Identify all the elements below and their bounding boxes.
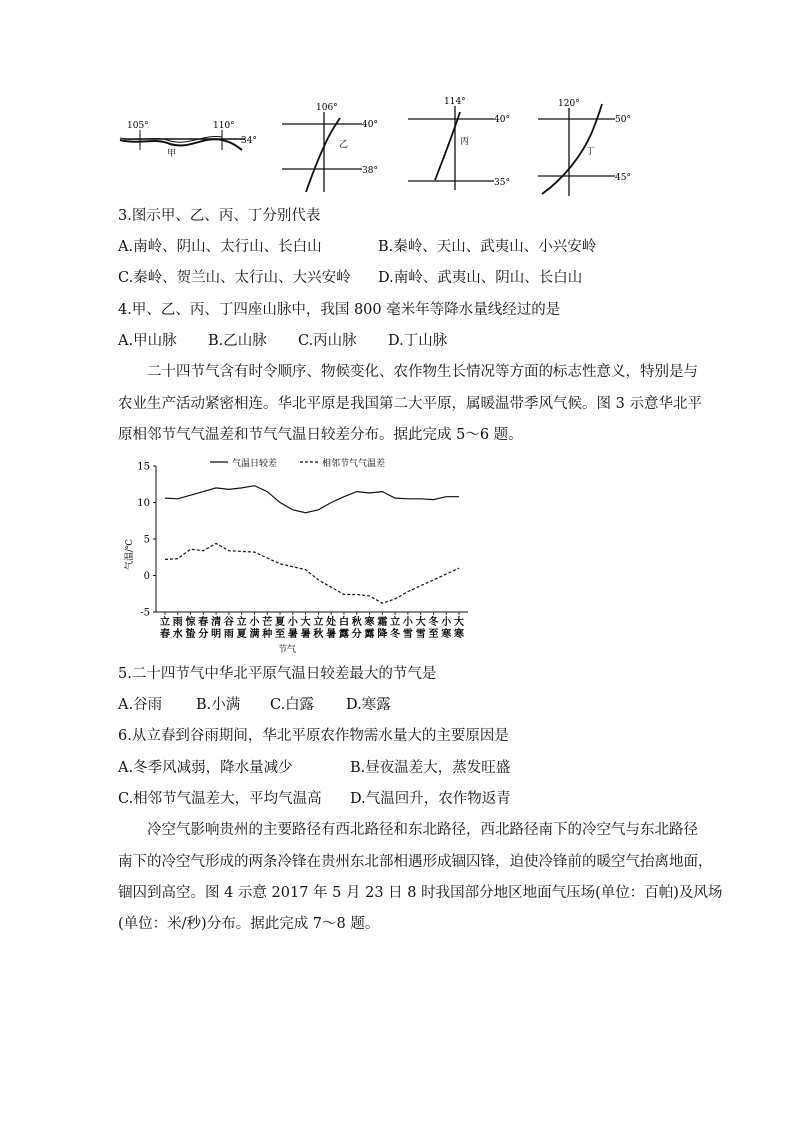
x-tick-label: 降 <box>377 629 388 640</box>
chart-legend <box>210 457 385 469</box>
chart-ylabel: 气温/℃ <box>125 538 135 570</box>
passage1-line2: 农业生产活动紧密相连。华北平原是我国第二大平原，属暖温带季风气候。图 3 示意华北平 <box>118 396 702 412</box>
x-tick-label: 清 <box>211 617 222 628</box>
y-tick-label: 10 <box>137 498 150 509</box>
x-tick-label: 夏 <box>236 629 247 640</box>
q3-option-a: A.南岭、阴山、太行山、长白山 <box>118 239 322 255</box>
x-tick-label: 小 <box>249 617 260 628</box>
map-jia-lat: 34° <box>241 136 257 146</box>
passage1-line3: 原相邻节气气温差和节气气温日较差分布。据此完成 5～6 题。 <box>118 427 523 443</box>
x-tick-label: 秋 <box>351 617 362 628</box>
x-tick-label: 分 <box>198 629 209 640</box>
q4-option-c: C.丙山脉 <box>298 333 357 349</box>
q5-option-c: C.白露 <box>270 697 315 713</box>
map-bing <box>408 106 494 190</box>
y-tick-label: 15 <box>137 461 150 473</box>
q5-stem: 5.二十四节气中华北平原气温日较差最大的节气是 <box>118 666 437 682</box>
x-tick-label: 至 <box>275 629 286 640</box>
x-tick-label: 冬 <box>390 629 401 640</box>
map-yi-lon: 106° <box>316 103 338 113</box>
map-yi-label: 乙 <box>339 140 349 150</box>
q6-option-c: C.相邻节气温差大，平均气温高 <box>118 791 322 807</box>
passage2-line1: 冷空气影响贵州的主要路径有西北路径和东北路径，西北路径南下的冷空气与东北路径 <box>147 822 698 838</box>
x-tick-label: 立 <box>159 617 170 628</box>
x-tick-label: 秋 <box>313 629 324 640</box>
x-tick-label: 暑 <box>300 629 311 640</box>
x-tick-label: 暑 <box>326 629 337 640</box>
solar-term-temperature-chart <box>118 452 488 657</box>
q4-stem: 4.甲、乙、丙、丁四座山脉中，我国 800 毫米年等降水量线经过的是 <box>118 302 561 318</box>
x-tick-label: 露 <box>338 629 349 640</box>
x-tick-label: 小 <box>402 617 413 628</box>
x-tick-label: 水 <box>172 629 183 640</box>
x-tick-label: 寒 <box>441 629 452 640</box>
x-tick-label: 芒 <box>262 617 273 628</box>
chart-plot-area <box>137 462 468 641</box>
map-bing-lon: 114° <box>444 97 466 107</box>
q4-option-a: A.甲山脉 <box>118 333 177 349</box>
x-tick-label: 满 <box>249 629 260 640</box>
x-tick-label: 寒 <box>364 617 375 628</box>
x-tick-label: 霜 <box>377 617 388 628</box>
y-tick-label: 5 <box>143 534 150 546</box>
series-adjacent-diff-line <box>165 543 459 603</box>
x-tick-label: 春 <box>159 629 170 640</box>
x-tick-label: 寒 <box>454 629 465 640</box>
q4-option-b: B.乙山脉 <box>208 333 267 349</box>
q3-option-b: B.秦岭、天山、武夷山、小兴安岭 <box>378 239 597 255</box>
map-ding-lat1: 50° <box>615 115 631 125</box>
chart-xlabel: 节气 <box>278 645 297 655</box>
map-jia-label: 甲 <box>167 149 177 159</box>
map-ding-label: 丁 <box>586 147 596 157</box>
q3-stem: 3.图示甲、乙、丙、丁分别代表 <box>118 208 321 224</box>
passage2-line3: 锢囚到高空。图 4 示意 2017 年 5 月 23 日 8 时我国部分地区地面气压场(单位：百帕)及风场 <box>118 885 723 901</box>
x-tick-label: 白 <box>338 617 349 628</box>
x-tick-label: 大 <box>415 617 426 628</box>
x-tick-label: 雨 <box>172 617 183 628</box>
x-tick-label: 暑 <box>287 629 298 640</box>
x-tick-label: 分 <box>351 629 362 640</box>
x-tick-label: 处 <box>326 617 337 628</box>
x-tick-label: 春 <box>198 617 209 628</box>
map-ding-lat2: 45° <box>615 173 631 183</box>
x-tick-label: 立 <box>236 617 247 628</box>
q6-option-b: B.昼夜温差大，蒸发旺盛 <box>350 760 511 776</box>
q4-option-d: D.丁山脉 <box>388 333 448 349</box>
x-tick-label: 雪 <box>402 629 413 640</box>
x-tick-label: 至 <box>428 629 439 640</box>
q3-option-c: C.秦岭、贺兰山、太行山、大兴安岭 <box>118 270 351 286</box>
x-tick-label: 蛰 <box>185 629 196 640</box>
x-tick-label: 冬 <box>428 617 439 628</box>
q6-option-a: A.冬季风减弱，降水量减少 <box>118 760 293 776</box>
x-tick-label: 惊 <box>185 617 196 628</box>
legend-solid-label: 气温日较差 <box>232 459 278 469</box>
x-tick-label: 种 <box>262 629 273 640</box>
x-tick-label: 明 <box>211 629 222 640</box>
x-tick-label: 大 <box>300 617 311 628</box>
q6-stem: 6.从立春到谷雨期间，华北平原农作物需水量大的主要原因是 <box>118 728 509 744</box>
q5-option-d: D.寒露 <box>346 697 391 713</box>
map-yi-lat2: 38° <box>362 166 378 176</box>
legend-dashed-label: 相邻节气气温差 <box>322 459 386 469</box>
q5-option-a: A.谷雨 <box>118 697 163 713</box>
x-tick-label: 立 <box>313 617 324 628</box>
map-ding <box>538 104 615 196</box>
map-jia-lon1: 105° <box>127 121 149 131</box>
x-tick-label: 露 <box>364 629 375 640</box>
x-tick-label: 夏 <box>275 617 286 628</box>
x-tick-label: 雨 <box>223 629 234 640</box>
map-jia <box>120 130 245 150</box>
mountain-sketch-maps <box>110 92 650 198</box>
map-jia-lon2: 110° <box>213 121 235 131</box>
x-tick-label: 谷 <box>223 617 234 628</box>
passage1-line1: 二十四节气含有时令顺序、物候变化、农作物生长情况等方面的标志性意义，特别是与 <box>147 364 698 380</box>
x-tick-label: 立 <box>390 617 401 628</box>
x-tick-label: 小 <box>287 617 298 628</box>
map-yi <box>282 112 362 192</box>
map-yi-lat1: 40° <box>362 120 378 130</box>
map-bing-lat2: 35° <box>494 178 510 188</box>
map-bing-label: 丙 <box>460 137 470 147</box>
q3-option-d: D.南岭、武夷山、阴山、长白山 <box>378 270 583 286</box>
passage2-line4: (单位：米/秒)分布。据此完成 7～8 题。 <box>118 916 380 932</box>
x-tick-label: 大 <box>454 617 465 628</box>
map-bing-lat1: 40° <box>494 115 510 125</box>
y-tick-label: -5 <box>140 607 150 619</box>
map-ding-lon: 120° <box>558 99 580 109</box>
q5-option-b: B.小满 <box>196 697 241 713</box>
series-daily-range-line <box>165 486 459 513</box>
x-tick-label: 小 <box>441 617 452 628</box>
x-tick-label: 雪 <box>415 629 426 640</box>
passage2-line2: 南下的冷空气形成的两条冷锋在贵州东北部相遇形成锢囚锋，迫使冷锋前的暖空气抬离地面， <box>118 854 713 870</box>
y-tick-label: 0 <box>143 571 150 582</box>
q6-option-d: D.气温回升，农作物返青 <box>350 791 511 807</box>
